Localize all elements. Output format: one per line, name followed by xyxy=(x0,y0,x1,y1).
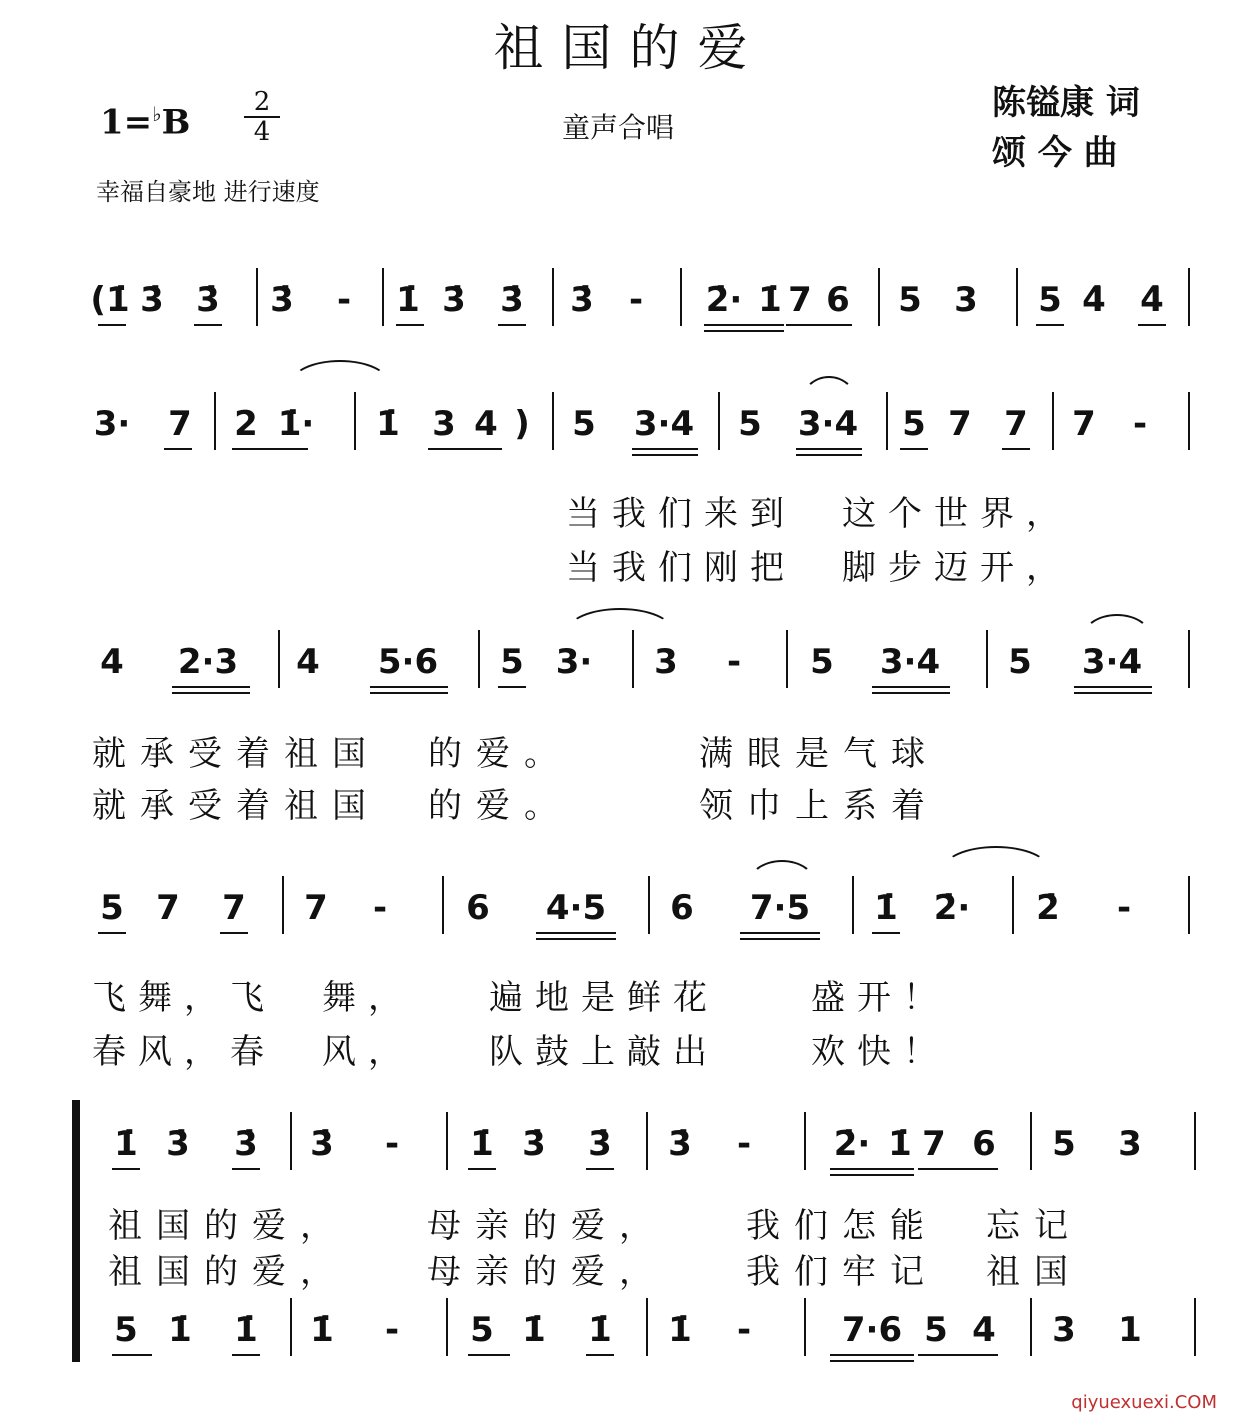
note: 3· xyxy=(93,404,131,444)
performance-note: 童声合唱 xyxy=(562,111,675,144)
note: 5·6 xyxy=(377,642,439,682)
chorus-brace xyxy=(72,1100,80,1362)
barline xyxy=(1030,1112,1032,1170)
barline xyxy=(290,1112,292,1170)
note: 4 xyxy=(296,642,320,682)
barline xyxy=(282,876,284,934)
barline xyxy=(278,630,280,688)
barline xyxy=(646,1112,648,1170)
composer: 颂 今 曲 xyxy=(992,133,1118,173)
barline xyxy=(1194,1298,1196,1356)
barline xyxy=(852,876,854,934)
barline xyxy=(1188,392,1190,450)
barline xyxy=(1012,876,1014,934)
slur xyxy=(566,608,674,632)
lyrics-chorus-line2: 祖国的爱， 母亲的爱， 我们牢记 祖国 xyxy=(108,1252,1082,1292)
barline xyxy=(552,392,554,450)
barline xyxy=(478,630,480,688)
note: 1̇ xyxy=(168,1310,192,1350)
note: 1̇ xyxy=(874,888,898,928)
note: 5 xyxy=(1038,280,1062,320)
lyrics-verse1-line1: 当我们来到 这个世界， xyxy=(566,494,1072,534)
note: 3̇ xyxy=(270,280,294,320)
note: 3·4 xyxy=(1081,642,1143,682)
song-title: 祖国的爱 xyxy=(493,19,766,77)
note: 6 xyxy=(826,280,850,320)
barline xyxy=(718,392,720,450)
note: - xyxy=(1132,404,1148,444)
note: 7 xyxy=(304,888,328,928)
slur xyxy=(290,360,390,384)
barline xyxy=(632,630,634,688)
note: - xyxy=(1116,888,1132,928)
note: 7 xyxy=(156,888,180,928)
note: 4 xyxy=(972,1310,996,1350)
tempo-marking: 幸福自豪地 进行速度 xyxy=(96,178,320,206)
note: 4̇ xyxy=(1140,280,1164,320)
note: 4̇ xyxy=(1082,280,1106,320)
note: 3 xyxy=(1052,1310,1076,1350)
barline xyxy=(878,268,880,326)
note: 7 xyxy=(222,888,246,928)
note: - xyxy=(628,280,644,320)
note: 7 xyxy=(1072,404,1096,444)
note: - xyxy=(372,888,388,928)
note: 1̇ xyxy=(396,280,420,320)
note: 4 xyxy=(474,404,498,444)
lyrics-verse2-line2: 就承受着祖国 的爱。 领巾上系着 xyxy=(92,786,939,826)
barline xyxy=(1188,268,1190,326)
barline xyxy=(446,1112,448,1170)
lyrics-chorus-line1: 祖国的爱， 母亲的爱， 我们怎能 忘记 xyxy=(108,1206,1082,1246)
note: 1̇ xyxy=(310,1310,334,1350)
note: 3 xyxy=(954,280,978,320)
note: 2 xyxy=(234,404,258,444)
note: 1 xyxy=(1118,1310,1142,1350)
note: 2̇· xyxy=(933,888,971,928)
credits xyxy=(992,78,1140,178)
note: - xyxy=(736,1124,752,1164)
barline xyxy=(1188,630,1190,688)
barline xyxy=(1052,392,1054,450)
barline xyxy=(986,630,988,688)
lyrics-verse1-line3: 飞舞，飞 舞， 遍地是鲜花 盛开！ xyxy=(92,978,949,1018)
barline xyxy=(382,268,384,326)
note: 5 xyxy=(500,642,524,682)
barline xyxy=(648,876,650,934)
barline xyxy=(786,630,788,688)
barline xyxy=(354,392,356,450)
key-signature: 1=♭B xyxy=(100,102,191,143)
note: 3̇ xyxy=(588,1124,612,1164)
note: 3· xyxy=(555,642,593,682)
note: 1̇ xyxy=(234,1310,258,1350)
lyricist: 陈镒康 词 xyxy=(992,83,1140,123)
note: 7·6 xyxy=(841,1310,903,1350)
note: 1̇ xyxy=(888,1124,912,1164)
note: 1̇· xyxy=(277,404,315,444)
note: 3̇ xyxy=(668,1124,692,1164)
slur xyxy=(802,376,856,400)
slur xyxy=(748,860,816,884)
note: 1̇ xyxy=(470,1124,494,1164)
note: 3 xyxy=(432,404,456,444)
note: 1̇ xyxy=(668,1310,692,1350)
note: 5 xyxy=(924,1310,948,1350)
barline xyxy=(446,1298,448,1356)
note: 3 xyxy=(1118,1124,1142,1164)
note: 7 xyxy=(788,280,812,320)
barline xyxy=(804,1298,806,1356)
note: 2̇ xyxy=(1036,888,1060,928)
note: 7 xyxy=(948,404,972,444)
time-signature: 2 4 xyxy=(244,88,280,146)
note: 1̇ xyxy=(522,1310,546,1350)
note: 6 xyxy=(670,888,694,928)
note: - xyxy=(336,280,352,320)
note: 5 xyxy=(738,404,762,444)
note: 2·3 xyxy=(177,642,239,682)
note: 5 xyxy=(902,404,926,444)
barline xyxy=(1188,876,1190,934)
note: 3̇ xyxy=(500,280,524,320)
lyrics-verse1-line2: 就承受着祖国 的爱。 满眼是气球 xyxy=(92,734,939,774)
note: 4 xyxy=(100,642,124,682)
note: 2̇· xyxy=(705,280,743,320)
lyrics-verse2-line1: 当我们刚把 脚步迈开， xyxy=(566,548,1072,588)
note: 5 xyxy=(572,404,596,444)
note: 3·4 xyxy=(633,404,695,444)
slur xyxy=(942,846,1050,870)
barline xyxy=(1016,268,1018,326)
barline xyxy=(290,1298,292,1356)
barline xyxy=(256,268,258,326)
barline xyxy=(1030,1298,1032,1356)
watermark: qiyuexuexi.COM xyxy=(1071,1392,1217,1413)
note: 1̇ xyxy=(376,404,400,444)
note: 6 xyxy=(466,888,490,928)
note: ) xyxy=(514,404,530,444)
lyrics-verse2-line3: 春风，春 风， 队鼓上敲出 欢快！ xyxy=(92,1032,949,1072)
note: 5 xyxy=(114,1310,138,1350)
note: - xyxy=(726,642,742,682)
slur xyxy=(1082,614,1152,638)
note: 7 xyxy=(1004,404,1028,444)
note: - xyxy=(384,1310,400,1350)
note: 3 xyxy=(654,642,678,682)
note: 7 xyxy=(922,1124,946,1164)
note: 5 xyxy=(810,642,834,682)
note: 2̇· xyxy=(833,1124,871,1164)
note: 5 xyxy=(100,888,124,928)
barline xyxy=(1194,1112,1196,1170)
note: 5 xyxy=(898,280,922,320)
note: 3·4 xyxy=(797,404,859,444)
note: 5 xyxy=(1052,1124,1076,1164)
barline xyxy=(442,876,444,934)
note: 3̇ xyxy=(166,1124,190,1164)
note: 1̇ xyxy=(758,280,782,320)
note: 5 xyxy=(470,1310,494,1350)
note: 1̇ xyxy=(588,1310,612,1350)
note: - xyxy=(736,1310,752,1350)
note: 5 xyxy=(1008,642,1032,682)
note: 4·5 xyxy=(545,888,607,928)
note: 3̇ xyxy=(310,1124,334,1164)
note: 3̇ xyxy=(140,280,164,320)
note: 3·4 xyxy=(879,642,941,682)
barline xyxy=(552,268,554,326)
barline xyxy=(214,392,216,450)
note: 3̇ xyxy=(442,280,466,320)
note: (1̇ xyxy=(90,280,130,320)
note: 3̇ xyxy=(570,280,594,320)
note: 7 xyxy=(168,404,192,444)
note: 3̇ xyxy=(522,1124,546,1164)
note: 3̇ xyxy=(196,280,220,320)
barline xyxy=(646,1298,648,1356)
note: 3̇ xyxy=(234,1124,258,1164)
barline xyxy=(886,392,888,450)
note: 1̇ xyxy=(114,1124,138,1164)
note: 7·5 xyxy=(749,888,811,928)
note: - xyxy=(384,1124,400,1164)
barline xyxy=(680,268,682,326)
note: 6 xyxy=(972,1124,996,1164)
barline xyxy=(804,1112,806,1170)
